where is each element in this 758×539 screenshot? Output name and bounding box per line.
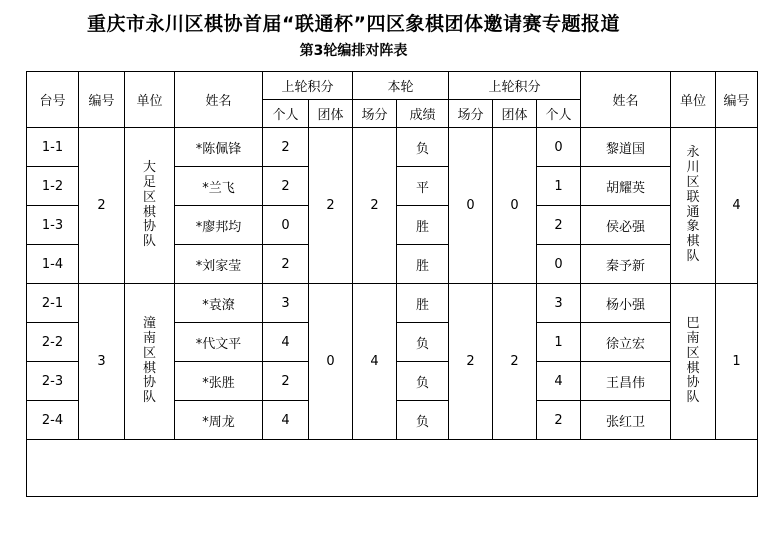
cell-name-left: *廖邦均 [175, 206, 263, 245]
cell-cheng-ji: 胜 [397, 284, 449, 323]
cell-bian-hao-right: 1 [716, 284, 758, 440]
dan-wei-right-text: 巴南区棋协队 [686, 315, 701, 406]
cell-ge-ren-left: 2 [263, 362, 309, 401]
cell-name-left: *陈佩锋 [175, 128, 263, 167]
cell-cheng-ji: 负 [397, 362, 449, 401]
cell-chang-fen-left: 4 [353, 284, 397, 440]
dan-wei-left-text: 潼南区棋协队 [143, 315, 157, 406]
cell-name-right: 黎道国 [581, 128, 671, 167]
cell-ge-ren-left: 2 [263, 245, 309, 284]
header-ge-ren-left: 个人 [263, 100, 309, 128]
cell-tai-hao: 1-3 [27, 206, 79, 245]
cell-name-left: *袁潦 [175, 284, 263, 323]
empty-cell [27, 440, 758, 497]
cell-name-left: *代文平 [175, 323, 263, 362]
cell-bian-hao-left: 2 [79, 128, 125, 284]
cell-ge-ren-left: 2 [263, 128, 309, 167]
header-tai-hao: 台号 [27, 72, 79, 128]
cell-ge-ren-right: 2 [537, 206, 581, 245]
cell-name-right: 胡耀英 [581, 167, 671, 206]
cell-ge-ren-right: 0 [537, 245, 581, 284]
cell-tai-hao: 1-4 [27, 245, 79, 284]
table-row [27, 284, 758, 323]
header-chang-fen-left: 场分 [353, 100, 397, 128]
header-dan-wei-left: 单位 [125, 72, 175, 128]
cell-ge-ren-left: 0 [263, 206, 309, 245]
cell-cheng-ji: 胜 [397, 206, 449, 245]
cell-tuan-ti-right: 2 [493, 284, 537, 440]
cell-ge-ren-right: 1 [537, 167, 581, 206]
header-chang-fen-right: 场分 [449, 100, 493, 128]
cell-name-right: 王昌伟 [581, 362, 671, 401]
table-row [27, 128, 758, 167]
header-cheng-ji: 成绩 [397, 100, 449, 128]
cell-tai-hao: 2-1 [27, 284, 79, 323]
cell-ge-ren-right: 3 [537, 284, 581, 323]
cell-name-left: *张胜 [175, 362, 263, 401]
header-dan-wei-right: 单位 [671, 72, 716, 128]
cell-ge-ren-right: 2 [537, 401, 581, 440]
cell-cheng-ji: 胜 [397, 245, 449, 284]
cell-name-right: 秦予新 [581, 245, 671, 284]
cell-name-right: 张红卫 [581, 401, 671, 440]
cell-name-left: *刘家莹 [175, 245, 263, 284]
page-title: 重庆市永川区棋协首届“联通杯”四区象棋团体邀请赛专题报道 [87, 13, 620, 35]
cell-ge-ren-left: 2 [263, 167, 309, 206]
cell-name-right: 徐立宏 [581, 323, 671, 362]
pairing-table [26, 71, 758, 497]
cell-tai-hao: 1-2 [27, 167, 79, 206]
table-row-empty [27, 440, 758, 497]
cell-bian-hao-right: 4 [716, 128, 758, 284]
cell-tai-hao: 1-1 [27, 128, 79, 167]
dan-wei-right-text: 永川区联通象棋队 [686, 144, 701, 265]
cell-dan-wei-left [125, 284, 175, 440]
pairing-table-container [26, 71, 750, 521]
cell-ge-ren-right: 1 [537, 323, 581, 362]
cell-tuan-ti-left: 2 [309, 128, 353, 284]
cell-name-left: *周龙 [175, 401, 263, 440]
cell-dan-wei-right [671, 128, 716, 284]
cell-tai-hao: 2-4 [27, 401, 79, 440]
header-ben-lun: 本轮 [353, 72, 449, 100]
cell-tai-hao: 2-3 [27, 362, 79, 401]
cell-cheng-ji: 负 [397, 323, 449, 362]
table-body [27, 128, 758, 497]
cell-chang-fen-right: 0 [449, 128, 493, 284]
header-tuan-ti-right: 团体 [493, 100, 537, 128]
header-xing-ming-left: 姓名 [175, 72, 263, 128]
cell-cheng-ji: 平 [397, 167, 449, 206]
cell-tuan-ti-right: 0 [493, 128, 537, 284]
header-ge-ren-right: 个人 [537, 100, 581, 128]
cell-ge-ren-right: 0 [537, 128, 581, 167]
dan-wei-left-text: 大足区棋协队 [143, 159, 157, 250]
cell-chang-fen-right: 2 [449, 284, 493, 440]
cell-tai-hao: 2-2 [27, 323, 79, 362]
table-header [27, 72, 758, 128]
header-shang-lun-jifen-right: 上轮积分 [449, 72, 581, 100]
cell-chang-fen-left: 2 [353, 128, 397, 284]
cell-ge-ren-left: 3 [263, 284, 309, 323]
header-xing-ming-right: 姓名 [581, 72, 671, 128]
cell-ge-ren-right: 4 [537, 362, 581, 401]
cell-cheng-ji: 负 [397, 128, 449, 167]
cell-ge-ren-left: 4 [263, 401, 309, 440]
cell-name-left: *兰飞 [175, 167, 263, 206]
header-shang-lun-jifen-left: 上轮积分 [263, 72, 353, 100]
header-tuan-ti-left: 团体 [309, 100, 353, 128]
cell-cheng-ji: 负 [397, 401, 449, 440]
cell-name-right: 侯必强 [581, 206, 671, 245]
page-subtitle: 第3轮编排对阵表 [299, 42, 408, 59]
header-bian-hao-right: 编号 [716, 72, 758, 128]
cell-dan-wei-right [671, 284, 716, 440]
header-row-top [27, 72, 758, 100]
cell-ge-ren-left: 4 [263, 323, 309, 362]
cell-tuan-ti-left: 0 [309, 284, 353, 440]
header-bian-hao-left: 编号 [79, 72, 125, 128]
cell-name-right: 杨小强 [581, 284, 671, 323]
cell-bian-hao-left: 3 [79, 284, 125, 440]
cell-dan-wei-left [125, 128, 175, 284]
